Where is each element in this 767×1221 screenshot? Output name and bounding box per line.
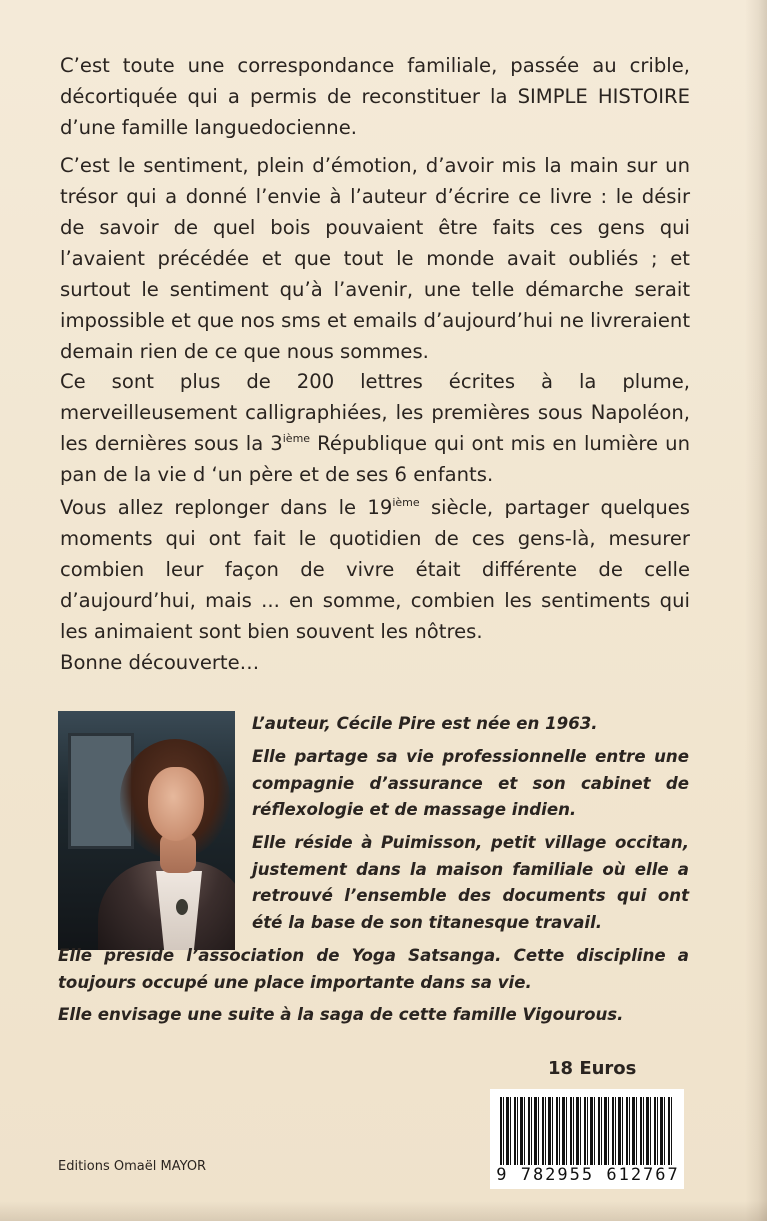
bio-profession: Elle partage sa vie professionnelle entre une compagnie d’assurance et son cabinet de réflexologie et de massage indien.: [252, 747, 689, 820]
page-edge-shadow: [745, 0, 767, 1221]
publisher-name: Editions Omaël MAYOR: [58, 1159, 207, 1174]
paragraph-sentiment: C’est le sentiment, plein d’émotion, d’avoir mis la main sur un trésor qui a donné l’envie à l’auteur d’écrire ce livre : le désir de savoir de quel bois pouvaient être faits ces gens qui l’avaient précédée et que tout le monde avait oubliés ; et surtout le sentiment qu’à l’avenir, une telle démarche serait impossible et que nos sms et emails d’aujourd’hui ne livreraient demain rien de ce que nous sommes.: [60, 154, 690, 363]
paragraph-correspondence: C’est toute une correspondance familiale, passée au crible, décortiquée qui a permis de reconstituer la SIMPLE HISTOIRE d’une famille languedocienne.: [60, 54, 690, 139]
price-label: 18 Euros: [548, 1058, 637, 1079]
paragraph-century-end: siècle, partager quelques moments qui ont fait le quotidien de ces gens-là, mesurer combien leur façon de vivre était différente de celle d’aujourd’hui, mais ... en somme, combien les sentiments qui les animaient sont bien souvent les nôtres.: [60, 496, 690, 643]
paragraph-letters: [60, 366, 690, 490]
bio-residence: Elle réside à Puimisson, petit village occitan, justement dans la maison familiale où elle a retrouvé l’ensemble des documents qui ont été la base de son titanesque travail.: [252, 833, 689, 932]
superscript-ieme: ième: [282, 432, 311, 445]
bio-yoga: Elle préside l’association de Yoga Satsanga. Cette discipline a toujours occupé une place importante dans sa vie.: [58, 946, 689, 992]
author-photo: [58, 711, 235, 950]
barcode: [490, 1089, 684, 1189]
paragraph-letters-start: Ce sont plus de 200 lettres écrites à la plume, merveilleusement calligraphiées, les premières sous Napoléon, les dernières sous la 3: [60, 370, 690, 455]
barcode-bars: [500, 1097, 674, 1165]
photo-face-shape: [148, 767, 204, 841]
paragraph-century: [60, 492, 690, 647]
barcode-number: 9 782955 612767: [496, 1165, 680, 1185]
page-bottom-shadow: [0, 1201, 767, 1221]
paragraph-letters-end: République qui ont mis en lumière un pan de la vie d ‘un père et de ses 6 enfants.: [60, 432, 691, 486]
paragraph-century-start: Vous allez replonger dans le 19: [60, 496, 393, 519]
bio-birth: L’auteur, Cécile Pire est née en 1963.: [252, 714, 598, 733]
superscript-ieme: ième: [392, 496, 420, 509]
closing-line: Bonne découverte…: [60, 651, 260, 674]
bio-sequel: Elle envisage une suite à la saga de cette famille Vigourous.: [58, 1005, 624, 1024]
photo-pendant-shape: [176, 899, 188, 915]
